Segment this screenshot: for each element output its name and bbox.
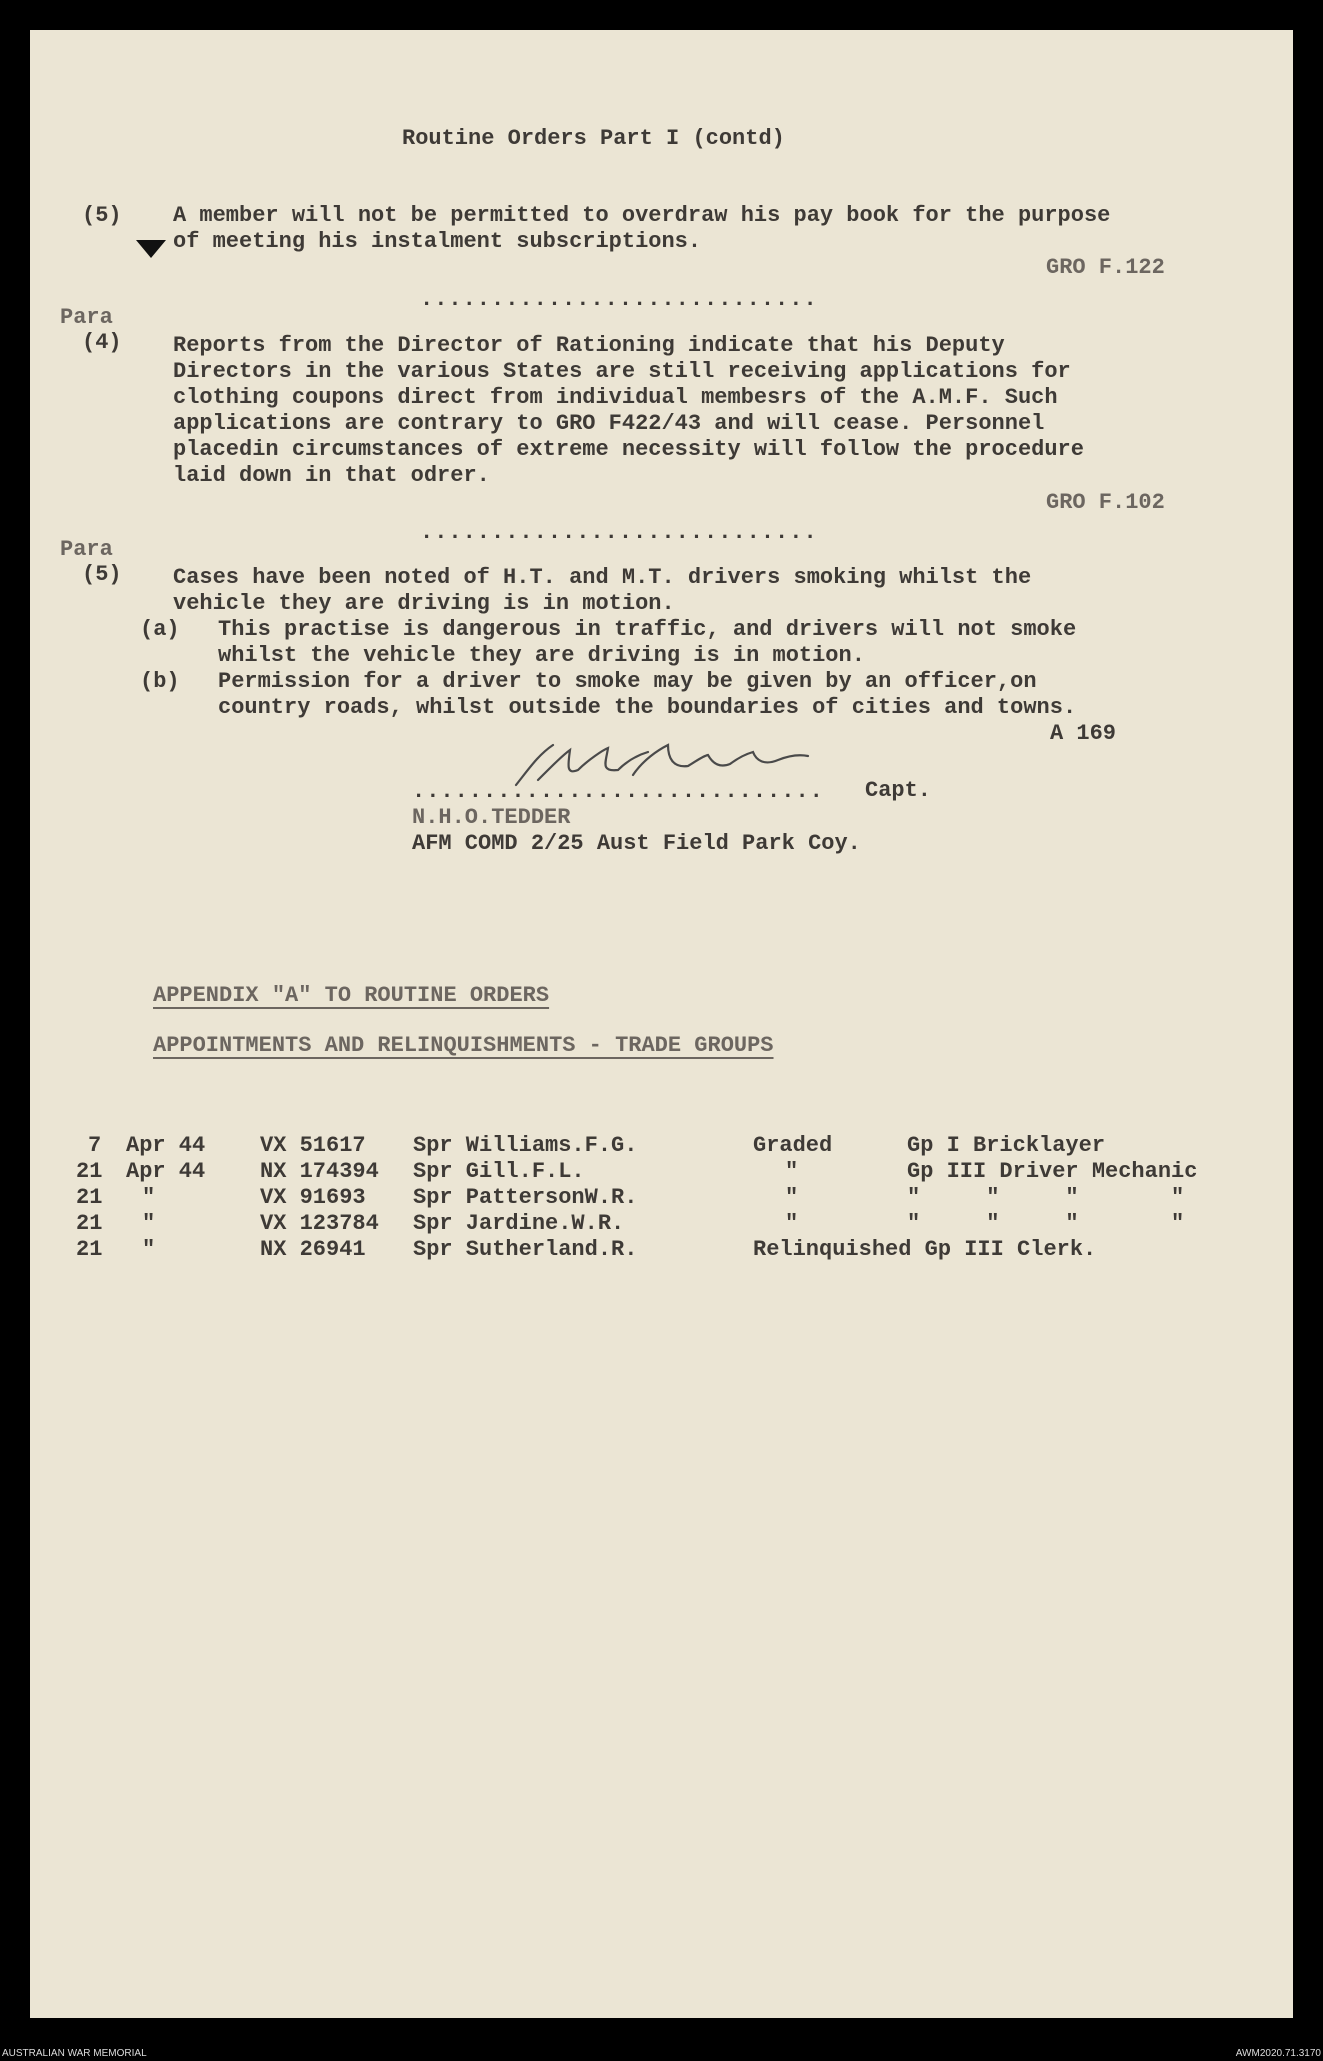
para-label: Para (60, 537, 113, 562)
row-number: VX 91693 (260, 1185, 366, 1210)
item-number: (4) (82, 330, 122, 355)
row-month: Apr 44 (126, 1159, 206, 1184)
row-group: Gp III Driver Mechanic (907, 1159, 1198, 1184)
row-day: 7 (88, 1133, 102, 1158)
row-name: Spr Sutherland.R. (413, 1237, 638, 1262)
row-name: Spr PattersonW.R. (413, 1185, 638, 1210)
row-number: VX 123784 (260, 1211, 379, 1236)
row-name: Spr Gill.F.L. (413, 1159, 585, 1184)
row-action: " (785, 1159, 799, 1184)
page-title: Routine Orders Part I (contd) (402, 126, 785, 151)
signatory-name: N.H.O.TEDDER (412, 805, 571, 830)
sub-item-text-line: country roads, whilst outside the boundaries of cities and towns. (218, 695, 1077, 720)
appendix-subtitle: APPOINTMENTS AND RELINQUISHMENTS - TRADE GROUPS (153, 1033, 774, 1058)
row-day: 21 (76, 1185, 103, 1210)
sub-item-mark: (a) (140, 617, 180, 642)
signature-dots: ............................. (412, 779, 824, 804)
row-day: 21 (76, 1237, 103, 1262)
document-page (30, 30, 1293, 2018)
item-text-line: clothing coupons direct from individual membesrs of the A.M.F. Such (173, 385, 1058, 410)
row-month: " (142, 1211, 156, 1236)
sub-item-text-line: whilst the vehicle they are driving is in motion. (218, 643, 865, 668)
row-month: " (142, 1237, 156, 1262)
item-text-line: applications are contrary to GRO F422/43 and will cease. Personnel (173, 411, 1045, 436)
row-month: Apr 44 (126, 1133, 206, 1158)
row-action: Relinquished Gp III Clerk. (753, 1237, 1097, 1262)
row-group: " " " " (907, 1185, 1185, 1210)
row-action: " (785, 1211, 799, 1236)
row-name: Spr Jardine.W.R. (413, 1211, 625, 1236)
separator-dots: ............................ (420, 520, 818, 545)
row-name: Spr Williams.F.G. (413, 1133, 638, 1158)
row-day: 21 (76, 1211, 103, 1236)
row-number: NX 26941 (260, 1237, 366, 1262)
item-number: (5) (82, 203, 122, 228)
signature-rank: Capt. (865, 778, 932, 803)
signatory-unit: AFM COMD 2/25 Aust Field Park Coy. (412, 831, 861, 856)
row-action: " (785, 1185, 799, 1210)
row-day: 21 (76, 1159, 103, 1184)
sub-item-mark: (b) (140, 669, 180, 694)
footer-source: AUSTRALIAN WAR MEMORIAL (2, 2048, 147, 2059)
row-number: VX 51617 (260, 1133, 366, 1158)
item-text-line: A member will not be permitted to overdraw his pay book for the purpose (173, 203, 1111, 228)
appendix-title: APPENDIX "A" TO ROUTINE ORDERS (153, 983, 550, 1008)
item-text-line: Directors in the various States are still receiving applications for (173, 359, 1071, 384)
item-number: (5) (82, 562, 122, 587)
separator-dots: ............................ (420, 287, 818, 312)
item-reference: GRO F.102 (1046, 490, 1165, 515)
item-text-line: laid down in that odrer. (173, 463, 490, 488)
footer-accession: AWM2020.71.3170 (1235, 2048, 1321, 2059)
row-group: " " " " (907, 1211, 1185, 1236)
row-group: Gp I Bricklayer (907, 1133, 1106, 1158)
item-text-line: placedin circumstances of extreme necessity will follow the procedure (173, 437, 1084, 462)
sub-item-text-line: This practise is dangerous in traffic, and drivers will not smoke (218, 617, 1077, 642)
item-text-line: vehicle they are driving is in motion. (173, 591, 675, 616)
sub-item-text-line: Permission for a driver to smoke may be given by an officer,on (218, 669, 1037, 694)
item-text-line: Cases have been noted of H.T. and M.T. drivers smoking whilst the (173, 565, 1032, 590)
item-reference: A 169 (1050, 721, 1117, 746)
item-reference: GRO F.122 (1046, 255, 1165, 280)
item-text-line: of meeting his instalment subscriptions. (173, 229, 702, 254)
punch-hole (136, 240, 166, 258)
para-label: Para (60, 305, 113, 330)
row-number: NX 174394 (260, 1159, 379, 1184)
row-month: " (142, 1185, 156, 1210)
item-text-line: Reports from the Director of Rationing indicate that his Deputy (173, 333, 1005, 358)
row-action: Graded (753, 1133, 833, 1158)
